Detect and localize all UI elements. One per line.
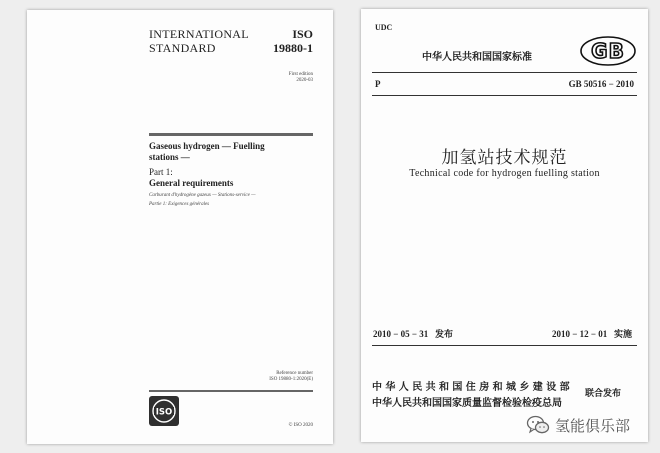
iso-edition: First edition 2020-03 <box>288 72 313 83</box>
gb-udc-label: UDC <box>375 23 393 32</box>
divider-middle <box>372 95 637 96</box>
iso-copyright: © ISO 2020 <box>288 423 313 428</box>
gb-standard-code: GB 50516 − 2010 <box>568 79 634 89</box>
gb-category: P <box>375 79 381 89</box>
divider-top <box>372 72 637 73</box>
divider-bottom <box>149 390 313 392</box>
gb-issuer-1: 中华人民共和国住房和城乡建设部 <box>372 382 573 393</box>
iso-standard-label: INTERNATIONAL STANDARD <box>149 27 249 55</box>
gb-issuer-2: 中华人民共和国国家质量监督检验检疫总局 <box>372 398 562 409</box>
wechat-icon <box>526 414 550 436</box>
divider-bottom <box>372 345 637 346</box>
watermark <box>526 414 630 436</box>
divider-top <box>149 133 313 136</box>
gb-joint-issue: 联合发布 <box>585 389 622 399</box>
iso-reference-number: Reference number ISO 19880-1:2020(E) <box>269 371 313 382</box>
svg-text:GB: GB <box>591 39 625 63</box>
iso-title: Gaseous hydrogen — Fuelling stations — <box>149 141 265 162</box>
svg-text:ISO: ISO <box>155 407 173 418</box>
iso-standard-number: ISO 19880-1 <box>273 27 313 55</box>
gb-title-chinese: 加氢站技术规范 <box>441 148 568 168</box>
iso-cover-page <box>27 10 333 444</box>
watermark-text: 氢能俱乐部 <box>555 416 631 435</box>
gb-issue-date: 2010 − 05 − 31 发布 <box>373 329 454 339</box>
gb-title-english: Technical code for hydrogen fuelling station <box>409 168 600 179</box>
iso-french-title: Carburant d'hydrogène gazeux — Stations-service — Partie 1: Exigences générales <box>149 193 256 207</box>
gb-logo-icon <box>580 36 636 66</box>
iso-part-name: General requirements <box>149 178 234 188</box>
gb-effective-date: 2010 − 12 − 01 实施 <box>551 329 632 339</box>
gb-organization: 中华人民共和国国家标准 <box>422 52 532 63</box>
gb-cover-page <box>361 9 648 442</box>
iso-part: Part 1: <box>149 167 173 177</box>
iso-logo-icon <box>149 396 179 426</box>
